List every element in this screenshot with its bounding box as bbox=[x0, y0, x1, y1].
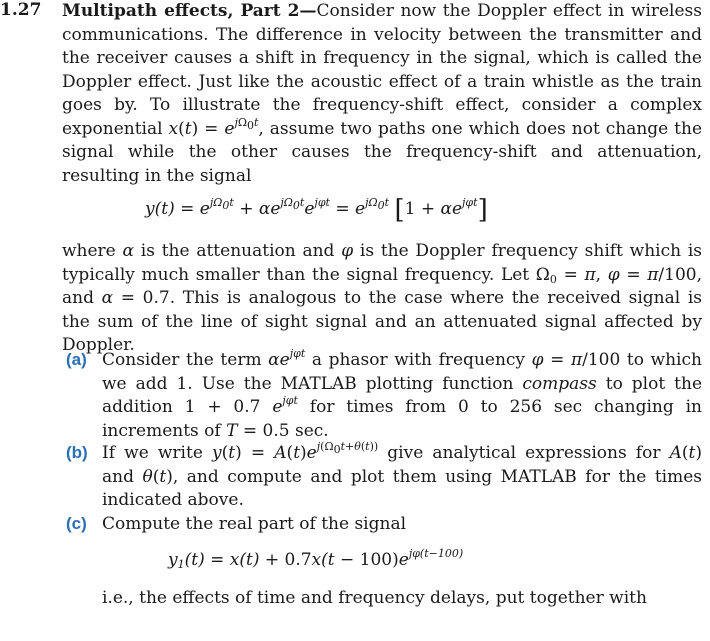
attenuation-text: is the attenuation and bbox=[140, 241, 335, 261]
part-c-text: Compute the real part of the signal bbox=[102, 514, 407, 534]
part-b-t2: give analytical expressions for bbox=[387, 443, 661, 463]
part-a-t1: Consider the term bbox=[102, 350, 262, 370]
part-a-label: (a) bbox=[66, 350, 87, 369]
part-b-label: (b) bbox=[66, 443, 88, 462]
problem-title: Multipath effects, Part 2— bbox=[62, 1, 317, 21]
intro-text: Consider now the Doppler effect in wireless communications. The difference in velocity between the transmitter and the receiver causes a shift in frequency in the signal, which is called the Doppler effect. Just like the acoustic effect of a train whistle as the train goes by. To illustrate the frequency-shift effect, consider a complex exponential bbox=[62, 1, 703, 139]
problem-number: 1.27 bbox=[0, 0, 42, 20]
part-c-label: (c) bbox=[66, 514, 87, 533]
part-c-continuation: i.e., the effects of time and frequency delays, put together with bbox=[102, 588, 647, 608]
part-b-text: If we write $y(t) = A(t)e^{j(\Omega_0t+\theta(t))}$ give analytical expressions for A(t) and θ(t), and compute and plot them using MATLAB for the times indicated above. bbox=[102, 440, 703, 510]
delayed-signal-equation: $y_1(t) = x(t) + 0.7x(t - 100)e^{j\varphi(t-100)}$ bbox=[168, 547, 464, 571]
part-a-t5: for times from 0 to 256 sec changing in increments of bbox=[102, 397, 702, 441]
part-b-t1: If we write bbox=[102, 443, 203, 463]
part-b-t4: , and compute and plot them using MATLAB for the times indicated above. bbox=[102, 466, 702, 510]
part-a-text: Consider the term $\alpha e^{j\varphi t}$ a phasor with frequency φ = π/100 to which we add 1. Use the MATLAB plotting function compass to plot the addition 1 + 0.7 $e^{j\varphi t}$ for times from 0 to 256 sec changing in increments of T = 0.5 sec. bbox=[102, 347, 703, 441]
signal-equation: $y(t) = e^{j\Omega_0t} + \alpha e^{j\Omega_0t}e^{j\varphi t} = e^{j\Omega_0t}$ $[1 + \alpha e^{j\varphi t}]$ bbox=[145, 195, 488, 225]
analogy-text: This is analogous to the case where the received signal is the sum of the line of sight signal and an attenuated signal affected by Doppler. bbox=[62, 288, 702, 355]
part-a-t2: a phasor with frequency bbox=[311, 350, 526, 370]
intro-tail: , assume two paths one which does not change the signal while the other causes the frequency-shift and attenuation, resulting in the signal bbox=[62, 118, 703, 186]
doppler-text: is the Doppler frequency shift which is typically much smaller than the signal frequency. Let bbox=[62, 241, 703, 285]
part-a-t4: to plot the addition bbox=[102, 373, 703, 417]
definitions-paragraph: where α is the attenuation and φ is the Doppler frequency shift which is typically much smaller than the signal frequency. Let $\Omega_0 = \pi$, φ = π/100, and α = 0.7. This is analogous to the case where the received signal is the sum of the line of sight signal and an attenuated signal affected by Doppler. bbox=[62, 241, 703, 355]
part-a-t3: to which we add 1. Use the MATLAB plotting function bbox=[102, 350, 702, 394]
compass-fn: compass bbox=[522, 373, 597, 394]
part-a-t6: 0.5 sec. bbox=[262, 420, 329, 441]
problem-intro: Multipath effects, Part 2—Consider now the Doppler effect in wireless communications. The difference in velocity between the transmitter and the receiver causes a shift in frequency in the signal, which is called the Doppler effect. Just like the acoustic effect of a train whistle as the train goes by. To illustrate the frequency-shift effect, consider a complex exponential $x(t) = e^{j\Omega_0t}$, assume two paths one which does not change the signal while the other causes the frequency-shift and attenuation, resulting in the signal bbox=[62, 1, 703, 186]
part-b-t3: and bbox=[102, 466, 134, 487]
where-word: where bbox=[62, 241, 116, 261]
